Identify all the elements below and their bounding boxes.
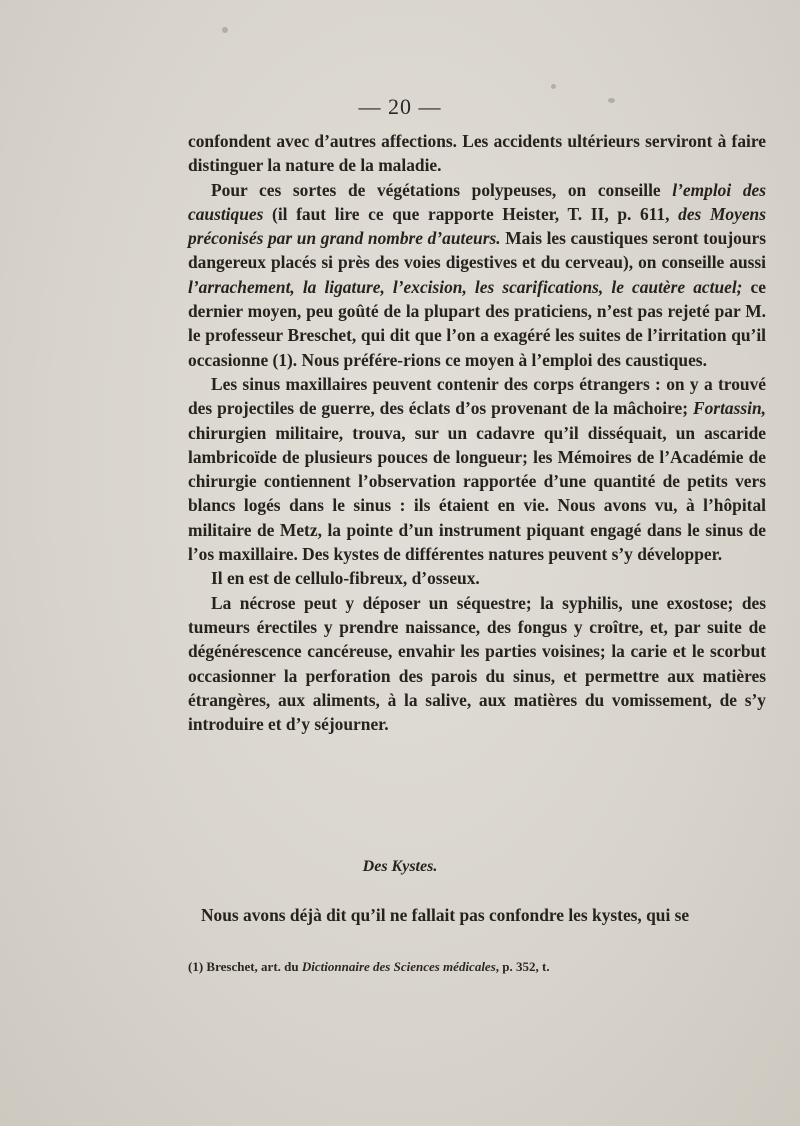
text-run: Il en est de cellulo-fibreux, d’osseux.: [211, 568, 480, 589]
section-heading: Des Kystes.: [362, 858, 438, 875]
footnote-italic-title: Dictionnaire des Sciences médicales: [301, 959, 496, 974]
paragraph: [188, 372, 766, 566]
text-run: Mais les caustiques seront toujours dangereux placés si près des voies digestives et du cerveau), on conseille aussi: [188, 228, 766, 273]
ink-spot: [222, 27, 228, 33]
paragraph: [188, 591, 766, 737]
footnote-text-before: Breschet, art. du: [203, 959, 302, 974]
footnote-marker: (1): [188, 959, 204, 974]
paragraph: [188, 566, 766, 590]
ink-spot: [551, 84, 556, 89]
text-run: (il faut lire ce que rapporte Heister, T. II, p. 611,: [263, 203, 679, 224]
paragraph: [188, 129, 766, 178]
italic-text: l’arrachement, la ligature, l’excision, les scarifications, le cautère actuel;: [188, 276, 743, 297]
text-run: Les sinus maxillaires peuvent contenir des corps étrangers : on y a trouvé des projectiles de guerre, des éclats d’os provenant de la mâchoire;: [188, 373, 766, 419]
italic-text: Fortassin,: [693, 398, 766, 419]
italic-text: l’emploi des caustiques: [188, 179, 766, 224]
footnote-text-after: , p. 352, t.: [495, 959, 550, 974]
page-number: — 20 —: [358, 94, 442, 119]
italic-text: des Moyens préconisés par un grand nombre d’auteurs.: [188, 203, 766, 249]
text-run: La nécrose peut y déposer un séquestre; la syphilis, une exostose; des tumeurs érectiles y prendre naissance, des fongus y croître, et, par suite de dégénérescence cancéreuse, envahir les parties voisines; la carie et le scorbut occasionner la perforation des parois du sinus, et permettre aux matières étrangères, aux aliments, à la salive, aux matières du vomissement, de s’y introduire et d’y séjourner.: [188, 592, 766, 735]
text-run: confondent avec d’autres affections. Les accidents ultérieurs serviront à faire distinguer la nature de la maladie.: [188, 131, 766, 176]
paragraph: [188, 178, 766, 372]
text-run: Pour ces sortes de végétations polypeuses, on conseille: [211, 179, 673, 200]
text-run: chirurgien militaire, trouva, sur un cadavre qu’il disséquait, un ascaride lambricoïde de plusieurs pouces de longueur; les Mémoires de l’Académie de chirurgie contiennent l’observation rapportée d’une quantité de petits vers blancs logés dans le sinus : ils étaient en vie. Nous avons vu, à l’hôpital militaire de Metz, la pointe d’un instrument piquant engagé dans le sinus de l’os maxillaire. Des kystes de différentes natures peuvent s’y développer.: [188, 422, 766, 565]
text-run: ce dernier moyen, peu goûté de la plupart des praticiens, n’est pas rejeté par M. le professeur Breschet, qui dit que l’on a exagéré les suites de l’irritation qu’il occasionne (1). Nous préfére-rions ce moyen à l’emploi des caustiques.: [188, 276, 766, 370]
footnote: [188, 959, 550, 975]
body-text: [188, 129, 766, 736]
last-line: [188, 903, 766, 927]
last-line-text: Nous avons déjà dit qu’il ne fallait pas confondre les kystes, qui se: [201, 905, 690, 925]
